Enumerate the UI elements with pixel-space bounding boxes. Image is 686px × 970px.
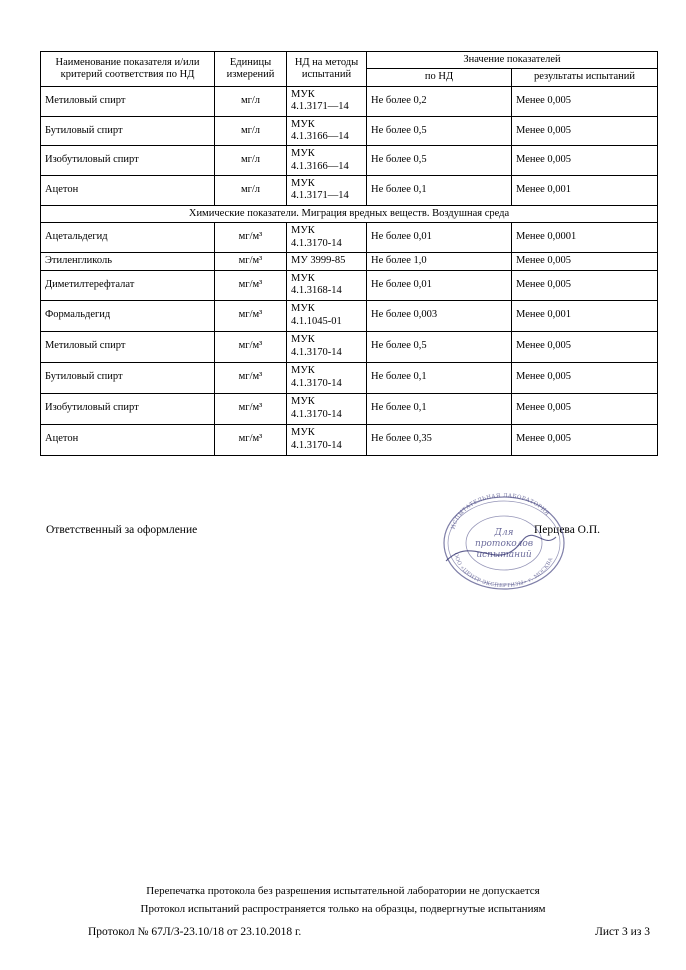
table-row	[41, 270, 658, 300]
cell-value-nd: Не более 0,5	[367, 331, 512, 362]
cell-value-result: Менее 0,005	[512, 362, 658, 393]
cell-nd-line2: 4.1.3171—14	[291, 190, 349, 202]
cell-value-result: Менее 0,001	[512, 176, 658, 206]
cell-nd-line2: 4.1.3170-14	[291, 408, 342, 420]
cell-indicator-name: Метиловый спирт	[41, 331, 215, 362]
cell-nd-line1: МУК	[291, 396, 315, 408]
cell-value-nd: Не более 0,5	[367, 116, 512, 146]
cell-value-nd: Не более 0,5	[367, 146, 512, 176]
cell-nd-line1: МУК	[291, 427, 315, 439]
cell-unit: мг/л	[215, 86, 287, 116]
cell-nd-line2: 4.1.3170-14	[291, 237, 342, 249]
cell-nd-line2: 4.1.3170-14	[291, 377, 342, 389]
footer-note-1: Перепечатка протокола без разрешения испытательной лаборатории не допускается	[146, 885, 540, 897]
cell-nd-method	[287, 393, 367, 424]
cell-value-nd: Не более 1,0	[367, 252, 512, 270]
page-number: Лист 3 из 3	[595, 926, 650, 938]
cell-nd-line2: 4.1.1045-01	[291, 315, 342, 327]
table-row	[41, 331, 658, 362]
header-values-group: Значение показателей	[367, 52, 658, 69]
cell-nd-method	[287, 176, 367, 206]
cell-nd-line1: МУК	[291, 88, 315, 100]
cell-nd-method	[287, 223, 367, 253]
svg-text:испытаний: испытаний	[476, 550, 532, 560]
cell-indicator-name: Ацетон	[41, 424, 215, 455]
table-row	[41, 424, 658, 455]
cell-nd-line2: 4.1.3171—14	[291, 101, 349, 113]
header-indicator-name: Наименование показателя и/или критерий соответствия по НД	[41, 52, 215, 87]
cell-unit: мг/л	[215, 176, 287, 206]
cell-value-nd: Не более 0,01	[367, 270, 512, 300]
cell-nd-line2: 4.1.3166—14	[291, 130, 349, 142]
table-row	[41, 116, 658, 146]
cell-nd-line2: 4.1.3168-14	[291, 285, 342, 297]
cell-indicator-name: Ацетальдегид	[41, 223, 215, 253]
cell-unit: мг/м³	[215, 300, 287, 331]
cell-unit: мг/м³	[215, 362, 287, 393]
cell-value-result: Менее 0,001	[512, 300, 658, 331]
official-stamp-icon	[424, 482, 584, 604]
table-header-row	[41, 52, 658, 69]
cell-indicator-name: Метиловый спирт	[41, 86, 215, 116]
cell-nd-method	[287, 424, 367, 455]
cell-nd-line1: МУК	[291, 118, 315, 130]
cell-nd-method	[287, 362, 367, 393]
cell-nd-line1: МУ 3999-85	[291, 255, 346, 267]
cell-nd-line1: МУК	[291, 334, 315, 346]
cell-nd-line1: МУК	[291, 148, 315, 160]
cell-unit: мг/м³	[215, 252, 287, 270]
cell-nd-line2: 4.1.3170-14	[291, 346, 342, 358]
table-row	[41, 362, 658, 393]
header-units: Единицы измерений	[215, 52, 287, 87]
cell-indicator-name: Ацетон	[41, 176, 215, 206]
cell-value-result: Менее 0,005	[512, 116, 658, 146]
cell-unit: мг/м³	[215, 270, 287, 300]
footer-note-2: Протокол испытаний распространяется только на образцы, подвергнутые испытаниям	[140, 903, 546, 915]
table-row	[41, 223, 658, 253]
cell-nd-line2: 4.1.3170-14	[291, 439, 342, 451]
header-value-by-nd: по НД	[367, 69, 512, 86]
cell-value-nd: Не более 0,35	[367, 424, 512, 455]
cell-value-result: Менее 0,005	[512, 146, 658, 176]
cell-indicator-name: Изобутиловый спирт	[41, 393, 215, 424]
table-section-row	[41, 205, 658, 222]
svg-text:ООО «ЦЕНТР ЭКСПЕРТИЗЫ» г. МОСК: ООО «ЦЕНТР ЭКСПЕРТИЗЫ» г. МОСКВА	[452, 552, 555, 590]
cell-value-nd: Не более 0,01	[367, 223, 512, 253]
table-row	[41, 300, 658, 331]
cell-indicator-name: Этиленгликоль	[41, 252, 215, 270]
cell-nd-line1: МУК	[291, 365, 315, 377]
cell-nd-method	[287, 270, 367, 300]
cell-nd-method	[287, 300, 367, 331]
table-row	[41, 176, 658, 206]
cell-unit: мг/м³	[215, 331, 287, 362]
responsible-label: Ответственный за оформление	[46, 524, 198, 536]
cell-indicator-name: Изобутиловый спирт	[41, 146, 215, 176]
cell-value-nd: Не более 0,1	[367, 393, 512, 424]
cell-nd-line1: МУК	[291, 303, 315, 315]
cell-unit: мг/л	[215, 146, 287, 176]
cell-nd-method	[287, 331, 367, 362]
header-nd-method: НД на методы испытаний	[287, 52, 367, 87]
cell-value-nd: Не более 0,1	[367, 362, 512, 393]
cell-indicator-name: Формальдегид	[41, 300, 215, 331]
cell-unit: мг/л	[215, 116, 287, 146]
cell-unit: мг/м³	[215, 424, 287, 455]
svg-text:Для: Для	[494, 528, 514, 538]
table-row	[41, 86, 658, 116]
cell-indicator-name: Диметилтерефталат	[41, 270, 215, 300]
cell-value-result: Менее 0,005	[512, 86, 658, 116]
cell-indicator-name: Бутиловый спирт	[41, 116, 215, 146]
cell-value-result: Менее 0,0001	[512, 223, 658, 253]
cell-nd-method	[287, 86, 367, 116]
section-title: Химические показатели. Миграция вредных веществ. Воздушная среда	[41, 205, 658, 222]
cell-value-result: Менее 0,005	[512, 424, 658, 455]
cell-value-nd: Не более 0,2	[367, 86, 512, 116]
cell-nd-line1: МУК	[291, 178, 315, 189]
cell-nd-method	[287, 116, 367, 146]
cell-unit: мг/м³	[215, 223, 287, 253]
svg-text:протоколов: протоколов	[474, 539, 534, 549]
table-row	[41, 393, 658, 424]
protocol-number: Протокол № 67Л/З-23.10/18 от 23.10.2018 г.	[88, 926, 302, 938]
cell-nd-line1: МУК	[291, 272, 315, 284]
cell-value-result: Менее 0,005	[512, 270, 658, 300]
cell-nd-line1: МУК	[291, 225, 315, 237]
header-value-result: результаты испытаний	[512, 69, 658, 86]
cell-indicator-name: Бутиловый спирт	[41, 362, 215, 393]
table-row	[41, 252, 658, 270]
cell-nd-method	[287, 252, 367, 270]
cell-value-nd: Не более 0,1	[367, 176, 512, 206]
svg-text:ИСПЫТАТЕЛЬНАЯ ЛАБОРАТОРИЯ: ИСПЫТАТЕЛЬНАЯ ЛАБОРАТОРИЯ	[450, 492, 551, 531]
results-table	[40, 51, 658, 456]
cell-nd-method	[287, 146, 367, 176]
cell-nd-line2: 4.1.3166—14	[291, 160, 349, 172]
cell-value-result: Менее 0,005	[512, 393, 658, 424]
cell-unit: мг/м³	[215, 393, 287, 424]
cell-value-nd: Не более 0,003	[367, 300, 512, 331]
cell-value-result: Менее 0,005	[512, 252, 658, 270]
cell-value-result: Менее 0,005	[512, 331, 658, 362]
table-row	[41, 146, 658, 176]
responsible-name: Перцева О.П.	[534, 524, 601, 536]
